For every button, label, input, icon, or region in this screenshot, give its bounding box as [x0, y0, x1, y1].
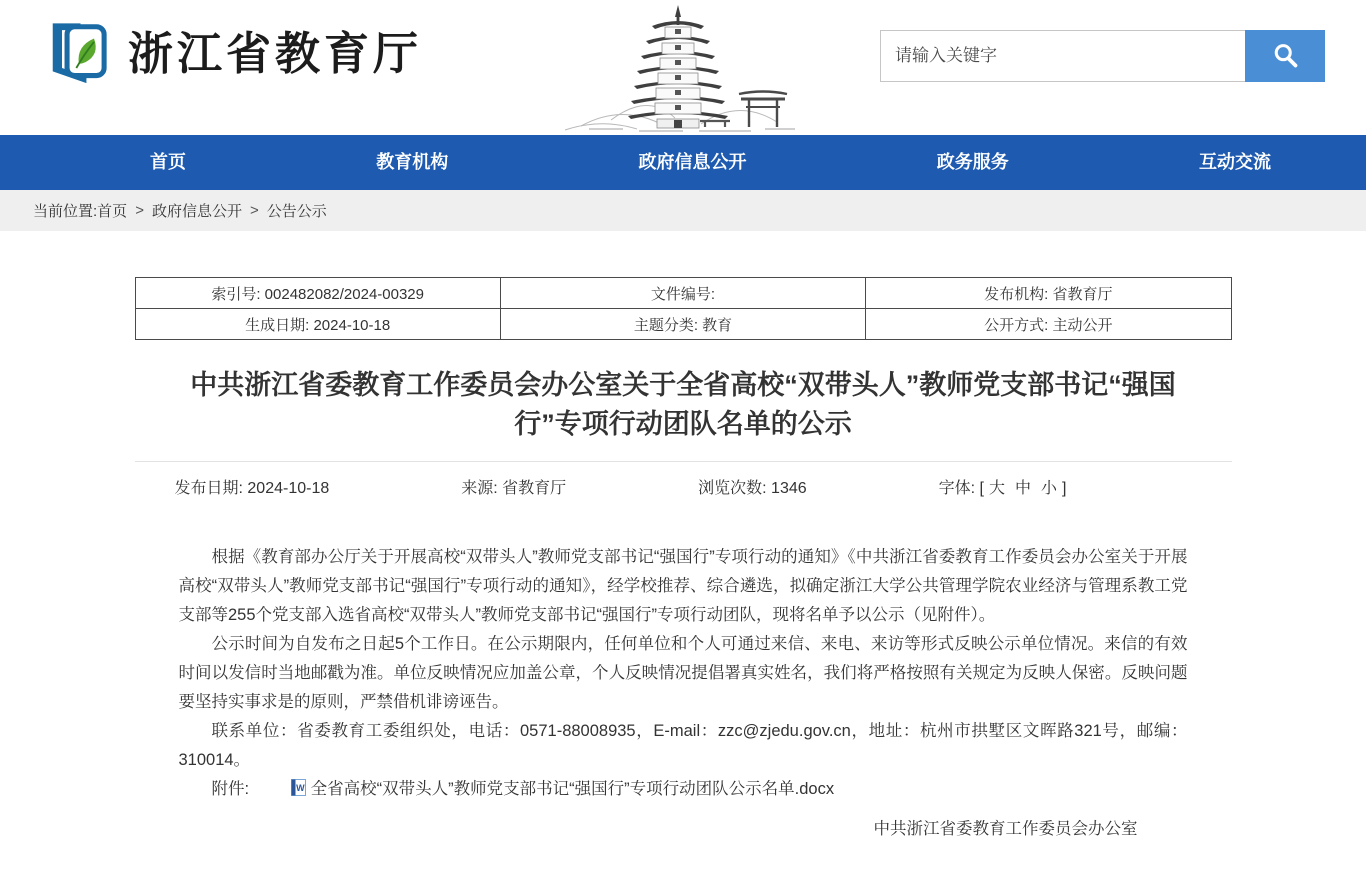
breadcrumb-prefix: 当前位置: [33, 203, 98, 220]
font-size-small-button[interactable]: 小 [1041, 480, 1058, 497]
breadcrumb-announcements[interactable]: 公告公示 [266, 203, 327, 220]
publish-date [175, 475, 330, 498]
disclosure-method-label: 公开方式: [984, 316, 1053, 334]
nav-item-home[interactable]: 首页 [150, 152, 186, 172]
nav-item-gov-info[interactable]: 政府信息公开 [638, 152, 747, 172]
font-size-bracket: ] [1062, 480, 1067, 497]
creation-date-cell [135, 309, 500, 340]
book-leaf-logo-icon [44, 20, 112, 89]
site-logo[interactable] [44, 20, 422, 89]
nav-item-services[interactable]: 政务服务 [936, 152, 1009, 172]
article-container [135, 277, 1232, 844]
topic-category-label: 主题分类: [633, 316, 703, 334]
main-nav [0, 135, 1366, 190]
font-size-widget [939, 475, 1067, 498]
search-box [880, 30, 1325, 82]
pagoda-illustration [553, 2, 813, 138]
article-body [135, 543, 1232, 844]
publish-date-label: 发布日期: [174, 480, 248, 497]
disclosure-method-value: 主动公开 [1052, 316, 1113, 334]
breadcrumb-separator: > [135, 202, 144, 219]
attachment-label: 附件: [211, 780, 254, 798]
document-info-table [135, 277, 1232, 340]
font-size-bracket: [ [979, 480, 984, 497]
page-title: 中共浙江省委教育工作委员会办公室关于全省高校“双带头人”教师党支部书记“强国行”专项行动团队名单的公示 [190, 370, 1176, 439]
table-row [135, 278, 1231, 309]
title-divider [135, 461, 1232, 462]
topic-category-value: 教育 [702, 316, 733, 334]
article-meta [135, 475, 1232, 498]
breadcrumb-separator: > [249, 202, 259, 219]
source-value: 省教育厅 [502, 480, 567, 497]
view-count-value: 1346 [771, 480, 807, 497]
font-size-large-button[interactable]: 大 [988, 480, 1005, 497]
file-number-label: 文件编号: [650, 285, 716, 303]
index-number-cell [135, 278, 500, 309]
breadcrumb-gov-info[interactable]: 政府信息公开 [151, 203, 242, 220]
disclosure-method-cell [866, 309, 1231, 340]
publish-date-value: 2024-10-18 [247, 480, 330, 497]
publisher-value: 省教育厅 [1052, 285, 1113, 303]
publisher-cell [866, 278, 1231, 309]
index-number-value: 002482082/2024-00329 [264, 285, 424, 303]
search-icon [1271, 41, 1299, 72]
creation-date-label: 生成日期: [245, 316, 314, 334]
breadcrumb [0, 190, 1366, 231]
topic-category-cell [500, 309, 865, 340]
font-size-label: 字体: [938, 480, 980, 497]
paragraph: 根据《教育部办公厅关于开展高校“双带头人”教师党支部书记“强国行”专项行动的通知》《中共浙江省委教育工作委员会办公室关于开展高校“双带头人”教师党支部书记“强国行”专项行动的通知》，经学校推荐、综合遴选，拟确定浙江大学公共管理学院农业经济与管理系教工党支部等255个党支部入选省高校“双带头人”教师党支部书记“强国行”专项行动团队，现将名单予以公示（见附件）。 [178, 548, 1188, 624]
search-input[interactable] [880, 30, 1245, 82]
view-count [698, 475, 807, 498]
file-number-cell [500, 278, 865, 309]
nav-item-interaction[interactable]: 互动交流 [1199, 152, 1271, 172]
word-document-icon [258, 777, 306, 806]
view-count-label: 浏览次数: [698, 480, 772, 497]
table-row [135, 309, 1231, 340]
site-name: 浙江省教育厅 [128, 29, 423, 79]
attachment-link[interactable]: 全省高校“双带头人”教师党支部书记“强国行”专项行动团队公示名单.docx [310, 780, 835, 798]
creation-date-value: 2024-10-18 [313, 316, 391, 334]
site-header [0, 0, 1366, 135]
nav-item-institutions[interactable]: 教育机构 [376, 152, 449, 172]
source-label: 来源: [461, 480, 503, 497]
paragraph: 联系单位：省委教育工委组织处，电话：0571-88008935，E-mail：zzc@zjedu.gov.cn，地址：杭州市拱墅区文晖路321号，邮编：310014。 [178, 722, 1188, 769]
font-size-medium-button[interactable]: 中 [1015, 480, 1032, 497]
attachment-row [179, 775, 1188, 806]
paragraph: 公示时间为自发布之日起5个工作日。在公示期限内，任何单位和个人可通过来信、来电、来访等形式反映公示单位情况。来信的有效时间以发信时当地邮戳为准。单位反映情况应加盖公章，个人反映情况提倡署真实姓名，我们将严格按照有关规定为反映人保密。反映问题要坚持实事求是的原则，严禁借机诽谤诬告。 [178, 635, 1188, 711]
source [461, 475, 566, 498]
svg-text:W: W [295, 783, 305, 793]
search-button[interactable] [1245, 30, 1325, 82]
breadcrumb-home[interactable]: 首页 [97, 203, 128, 220]
index-number-label: 索引号: [211, 285, 265, 303]
publisher-label: 发布机构: [984, 285, 1053, 303]
signature: 中共浙江省委教育工作委员会办公室 [873, 820, 1138, 838]
